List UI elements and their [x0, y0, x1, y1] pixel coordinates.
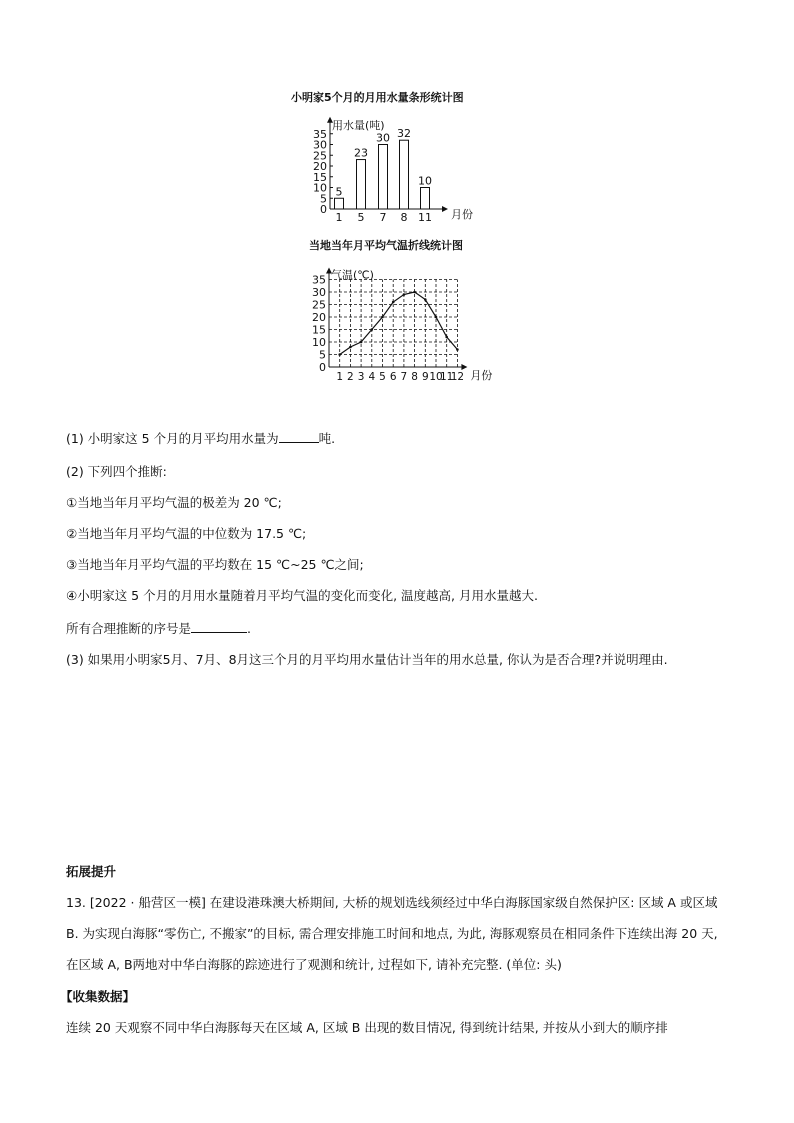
temperature-point-8 — [413, 291, 416, 294]
bar-x-tick-label: 11 — [418, 211, 432, 224]
reasonable-text: 所有合理推断的序号是 — [66, 621, 192, 636]
collect-data-text: 连续 20 天观察不同中华白海豚每天在区域 A, 区域 B 出现的数目情况, 得到统计结果, 并按从小到大的顺序排 — [66, 1020, 668, 1035]
temperature-point-9 — [424, 298, 427, 301]
question-3: (3) 如果用小明家5月、7月、8月这三个月的月平均用水量估计当年的用水总量, 你认为是否合理?并说明理由. — [66, 652, 668, 667]
line-y-tick-label: 30 — [312, 286, 326, 299]
bar-data-label: 30 — [376, 131, 390, 145]
answer-blank-2[interactable] — [191, 620, 247, 633]
line-x-tick-label: 6 — [389, 371, 397, 383]
bar-data-label: 23 — [354, 146, 368, 160]
line-y-tick-label: 20 — [312, 311, 326, 324]
temperature-point-4 — [371, 328, 374, 331]
reasonable-suffix: . — [247, 621, 251, 636]
question-1-text: (1) 小明家这 5 个月的月平均用水量为 — [66, 431, 279, 446]
temperature-point-12 — [456, 348, 459, 351]
line-x-tick-label: 11 — [440, 371, 454, 383]
line-x-axis-label: 月份 — [470, 369, 493, 382]
line-y-tick-label: 5 — [319, 348, 326, 362]
bar-x-tick-label: 1 — [335, 211, 343, 224]
line-x-tick-label: 5 — [379, 371, 386, 383]
line-x-tick-label: 9 — [421, 371, 429, 383]
bar-y-tick-label: 35 — [313, 127, 327, 141]
bar-y-tick-label: 20 — [313, 160, 327, 173]
section-heading: 拓展提升 — [66, 864, 117, 879]
question-1-suffix: 吨. — [318, 431, 336, 446]
inference-2: ②当地当年月平均气温的中位数为 17.5 ℃; — [66, 526, 307, 541]
line-y-tick-label: 10 — [312, 336, 326, 349]
bar-y-tick-label: 30 — [313, 138, 327, 152]
reasonable-inference — [66, 620, 251, 637]
bar-y-axis-label: 用水量(吨) — [332, 118, 385, 132]
bar-y-tick-label: 10 — [313, 181, 327, 195]
temperature-point-2 — [349, 346, 352, 349]
line-x-tick-label: 2 — [347, 371, 354, 383]
line-y-tick-label: 25 — [312, 298, 326, 312]
line-y-tick-label: 0 — [319, 361, 326, 374]
bar-y-tick-label: 15 — [313, 170, 327, 184]
line-x-tick-label: 4 — [368, 371, 376, 383]
question-2: (2) 下列四个推断: — [66, 464, 167, 479]
bar-y-tick-label: 25 — [313, 149, 327, 163]
temperature-point-10 — [435, 316, 438, 319]
answer-blank-1[interactable] — [279, 430, 319, 443]
temperature-point-11 — [445, 336, 448, 339]
collect-data-heading: 【收集数据】 — [60, 989, 136, 1004]
inference-3: ③当地当年月平均气温的平均数在 15 ℃~25 ℃之间; — [66, 557, 364, 572]
line-x-tick-label: 3 — [357, 371, 365, 383]
inference-4: ④小明家这 5 个月的月用水量随着月平均气温的变化而变化, 温度越高, 月用水量越大. — [66, 588, 538, 603]
temperature-series-line — [340, 292, 458, 355]
problem-13: 13. [2022 · 船营区一模] 在建设港珠澳大桥期间, 大桥的规划选线须经过中华白海豚国家级自然保护区: 区域 A 或区域 B. 为实现白海豚“零伤亡, 不搬家”的目标, 需合理安排施工时间和地点, 为此, 海豚观察员在相同条件下连续出海 20 天, 在区域 A, B两地对中华白海豚的踪迹进行了观测和统计, 过程如下, 请补充完整. (单位: 头) — [66, 895, 718, 972]
bar-x-tick-label: 8 — [400, 211, 408, 224]
temperature-point-1 — [338, 353, 341, 356]
bar-chart-title: 小明家5个月的月用水量条形统计图 — [291, 91, 464, 104]
inference-1: ①当地当年月平均气温的极差为 20 ℃; — [66, 495, 282, 510]
line-y-tick-label: 35 — [312, 273, 326, 287]
temperature-point-3 — [360, 341, 363, 344]
temperature-point-5 — [381, 316, 384, 319]
line-x-tick-label: 8 — [411, 371, 418, 383]
line-y-axis-label: 气温(℃) — [331, 268, 374, 282]
line-y-tick-label: 15 — [312, 323, 326, 337]
line-chart — [0, 0, 794, 400]
bar-y-tick-label: 5 — [320, 192, 327, 206]
line-chart-title: 当地当年月平均气温折线统计图 — [309, 239, 463, 252]
line-x-tick-label: 1 — [336, 371, 344, 383]
bar-data-label: 32 — [397, 127, 411, 141]
question-1 — [66, 430, 335, 447]
temperature-point-6 — [392, 301, 395, 304]
bar-data-label: 5 — [335, 185, 343, 199]
line-x-tick-label: 7 — [400, 371, 408, 383]
bar-data-label: 10 — [418, 174, 432, 188]
bar-x-tick-label: 5 — [357, 211, 365, 224]
line-x-tick-label: 10 — [429, 371, 443, 383]
bar-y-tick-label: 0 — [320, 203, 327, 216]
line-x-axis-arrow — [461, 364, 467, 370]
line-x-tick-label: 12 — [450, 371, 465, 383]
temperature-point-7 — [403, 293, 406, 296]
bar-x-tick-label: 7 — [379, 211, 387, 224]
bar-x-axis-label: 月份 — [451, 208, 473, 221]
